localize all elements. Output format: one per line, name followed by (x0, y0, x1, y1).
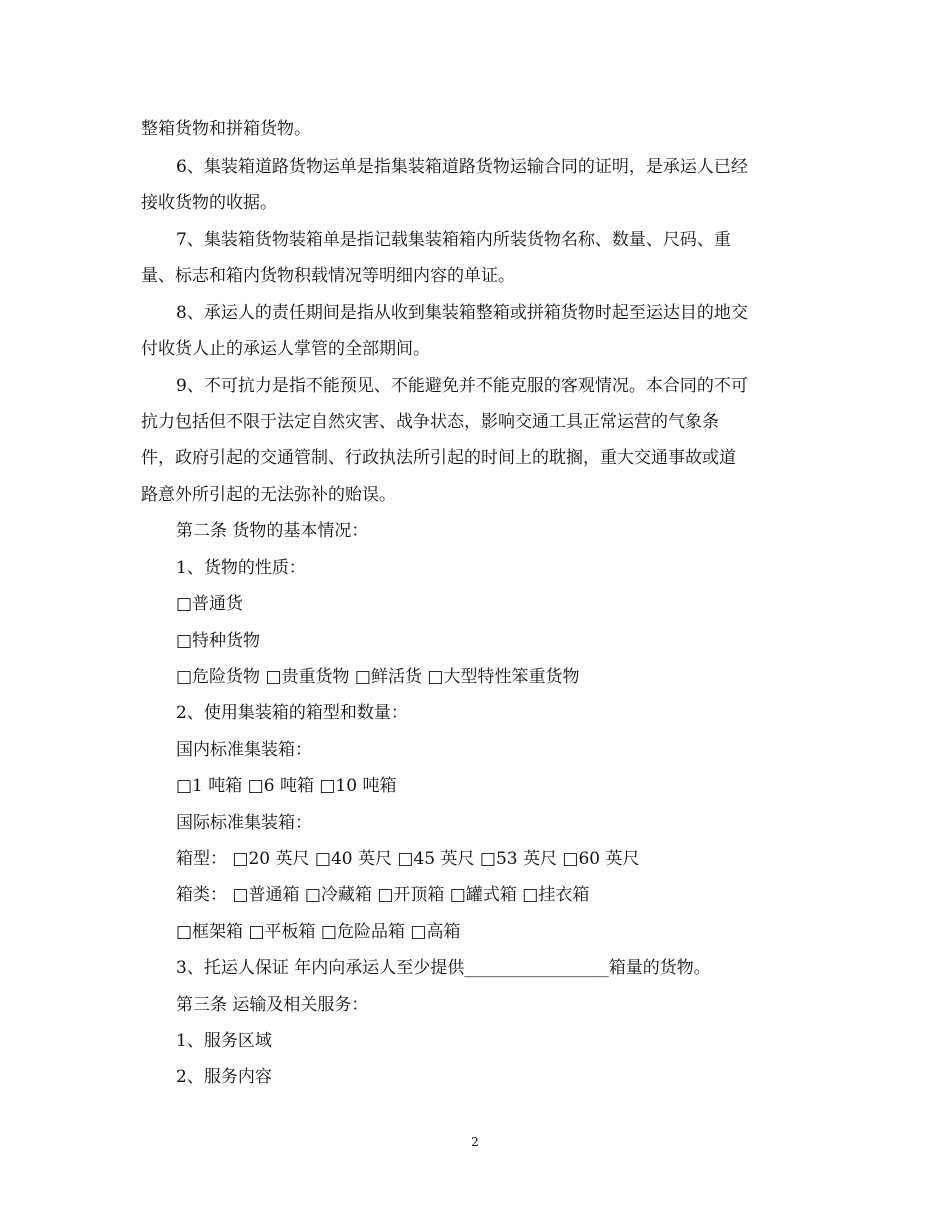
text-line-11: 路意外所引起的无法弥补的贻误。 (141, 485, 396, 505)
text-line-20: 国际标准集装箱： (176, 813, 312, 833)
checkbox-line-cargo-types: □危险货物 □贵重货物 □鲜活货 □大型特性笨重货物 (176, 667, 580, 687)
text-line-5: 量、标志和箱内货物积载情况等明细内容的单证。 (141, 266, 515, 286)
checkbox-line-general-cargo: □普通货 (176, 594, 244, 614)
checkbox-line-domestic-containers: □1 吨箱 □6 吨箱 □10 吨箱 (176, 776, 397, 796)
text-line-24: 3、托运人保证 年内向承运人至少提供_________________箱量的货物。 (176, 958, 711, 978)
text-line-9: 抗力包括但不限于法定自然灾害、战争状态，影响交通工具正常运营的气象条 (141, 412, 719, 432)
text-line-4: 7、集装箱货物装箱单是指记载集装箱箱内所装货物名称、数量、尺码、重 (176, 230, 731, 250)
text-line-27: 2、服务内容 (176, 1067, 272, 1087)
text-line-18: 国内标准集装箱： (176, 740, 312, 760)
text-line-17: 2、使用集装箱的箱型和数量： (176, 703, 408, 723)
section-heading-2: 第二条 货物的基本情况： (176, 521, 369, 541)
page-number: 2 (471, 1135, 479, 1149)
checkbox-line-container-sizes: 箱型： □20 英尺 □40 英尺 □45 英尺 □53 英尺 □60 英尺 (176, 849, 640, 869)
text-line-1: 整箱货物和拼箱货物。 (141, 119, 311, 139)
text-line-3: 接收货物的收据。 (141, 193, 277, 213)
text-line-2: 6、集装箱道路货物运单是指集装箱道路货物运输合同的证明，是承运人已经 (176, 157, 748, 177)
section-heading-3: 第三条 运输及相关服务： (176, 995, 369, 1015)
text-line-7: 付收货人止的承运人掌管的全部期间。 (141, 339, 430, 359)
text-line-10: 件，政府引起的交通管制、行政执法所引起的时间上的耽搁，重大交通事故或道 (141, 448, 736, 468)
checkbox-line-container-kinds: 箱类： □普通箱 □冷藏箱 □开顶箱 □罐式箱 □挂衣箱 (176, 885, 590, 905)
text-line-6: 8、承运人的责任期间是指从收到集装箱整箱或拼箱货物时起至运达目的地交 (176, 303, 748, 323)
text-line-13: 1、货物的性质： (176, 558, 306, 578)
text-line-26: 1、服务区域 (176, 1031, 272, 1051)
text-line-8: 9、不可抗力是指不能预见、不能避免并不能克服的客观情况。本合同的不可 (176, 376, 748, 396)
checkbox-line-container-kinds-2: □框架箱 □平板箱 □危险品箱 □高箱 (176, 922, 461, 942)
checkbox-line-special-cargo: □特种货物 (176, 631, 261, 651)
